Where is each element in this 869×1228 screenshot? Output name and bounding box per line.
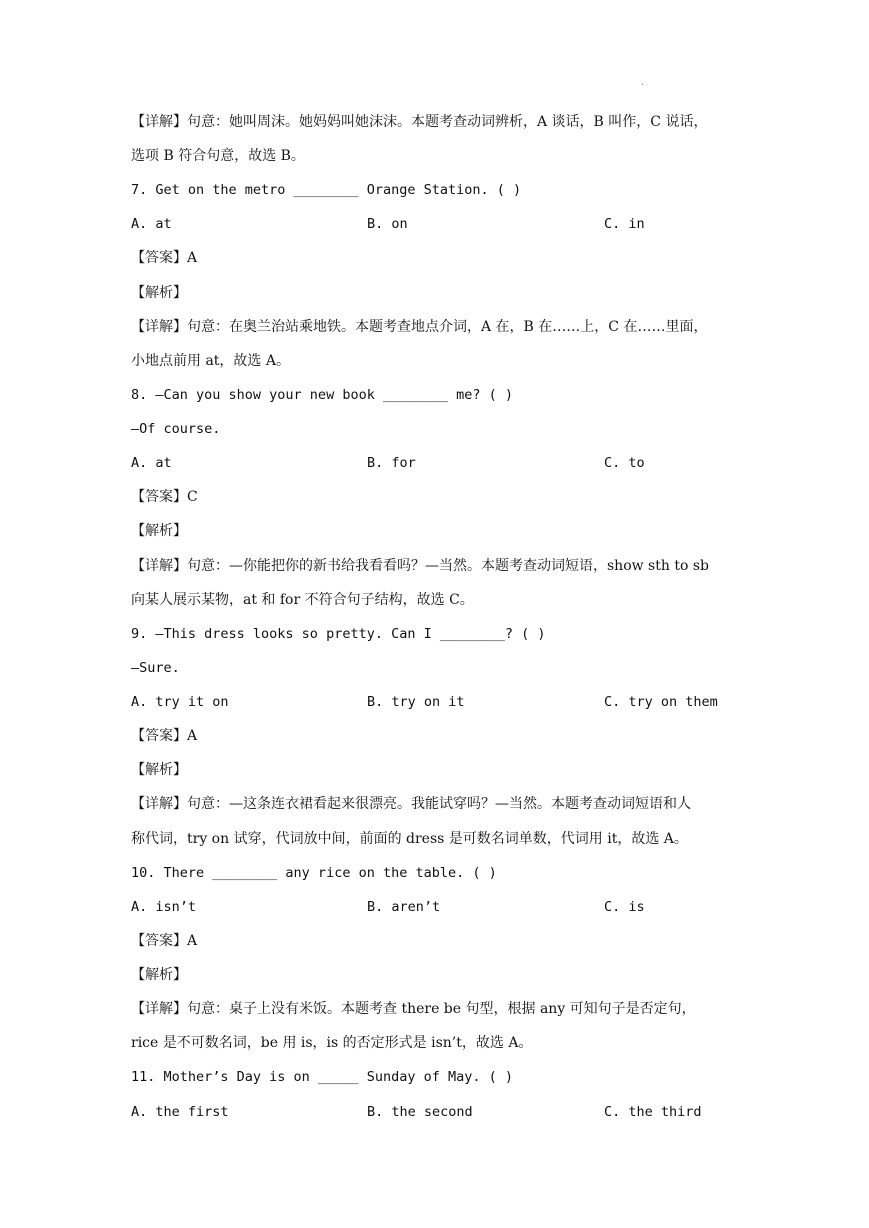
q10-option-b: B. aren’t bbox=[367, 899, 441, 915]
q6-explain-line1: 【详解】句意：她叫周沫。她妈妈叫她沫沫。本题考查动词辨析，A 谈话，B 叫作，C 说话， bbox=[131, 114, 708, 130]
q7-option-a: A. at bbox=[131, 216, 172, 232]
q8-reply: —Of course. bbox=[131, 421, 221, 437]
q7-option-b: B. on bbox=[367, 216, 408, 232]
q8-analysis: 【解析】 bbox=[131, 523, 187, 539]
q7-analysis: 【解析】 bbox=[131, 285, 187, 301]
q11-option-a: A. the first bbox=[131, 1104, 229, 1120]
q9-option-c: C. try on them bbox=[604, 694, 718, 710]
q7-explain-line2: 小地点前用 at，故选 A。 bbox=[131, 353, 290, 369]
q10-answer: 【答案】A bbox=[131, 933, 198, 949]
q9-option-a: A. try it on bbox=[131, 694, 229, 710]
q10-option-c: C. is bbox=[604, 899, 645, 915]
q8-explain-line1: 【详解】句意：—你能把你的新书给我看看吗？—当然。本题考查动词短语，show sth to sb bbox=[131, 558, 709, 574]
q7-option-c: C. in bbox=[604, 216, 645, 232]
q9-analysis: 【解析】 bbox=[131, 762, 187, 778]
q9-explain-line1: 【详解】句意：—这条连衣裙看起来很漂亮。我能试穿吗？—当然。本题考查动词短语和人 bbox=[131, 796, 691, 812]
q11-option-b: B. the second bbox=[367, 1104, 473, 1120]
q11-option-c: C. the third bbox=[604, 1104, 702, 1120]
q10-explain-line2: rice 是不可数名词，be 用 is，is 的否定形式是 isn’t，故选 A。 bbox=[131, 1035, 533, 1051]
q10-explain-line1: 【详解】句意：桌子上没有米饭。本题考查 there be 句型，根据 any 可知句子是否定句， bbox=[131, 1001, 696, 1017]
q9-option-b: B. try on it bbox=[367, 694, 465, 710]
q7-explain-line1: 【详解】句意：在奥兰治站乘地铁。本题考查地点介词，A 在，B 在……上，C 在……里面， bbox=[131, 319, 708, 335]
q8-explain-line2: 向某人展示某物，at 和 for 不符合句子结构，故选 C。 bbox=[131, 592, 474, 608]
q10-option-a: A. isn’t bbox=[131, 899, 197, 915]
q10-stem: 10. There ________ any rice on the table. ( ) bbox=[131, 865, 497, 881]
q9-explain-line2: 称代词，try on 试穿，代词放中间，前面的 dress 是可数名词单数，代词用 it，故选 A。 bbox=[131, 831, 688, 847]
q7-answer: 【答案】A bbox=[131, 250, 198, 266]
q9-answer: 【答案】A bbox=[131, 728, 198, 744]
q7-stem: 7. Get on the metro ________ Orange Station. ( ) bbox=[131, 182, 522, 198]
q8-option-a: A. at bbox=[131, 455, 172, 471]
q8-option-b: B. for bbox=[367, 455, 416, 471]
q8-answer: 【答案】C bbox=[131, 489, 198, 505]
q8-option-c: C. to bbox=[604, 455, 645, 471]
q9-stem: 9. —This dress looks so pretty. Can I ________? ( ) bbox=[131, 626, 546, 642]
q6-explain-line2: 选项 B 符合句意，故选 B。 bbox=[131, 148, 305, 164]
q8-stem: 8. —Can you show your new book ________ me? ( ) bbox=[131, 387, 514, 403]
q10-analysis: 【解析】 bbox=[131, 967, 187, 983]
q9-reply: —Sure. bbox=[131, 660, 180, 676]
header-mark: · bbox=[641, 80, 645, 91]
q11-stem: 11. Mother’s Day is on _____ Sunday of May. ( ) bbox=[131, 1069, 514, 1085]
